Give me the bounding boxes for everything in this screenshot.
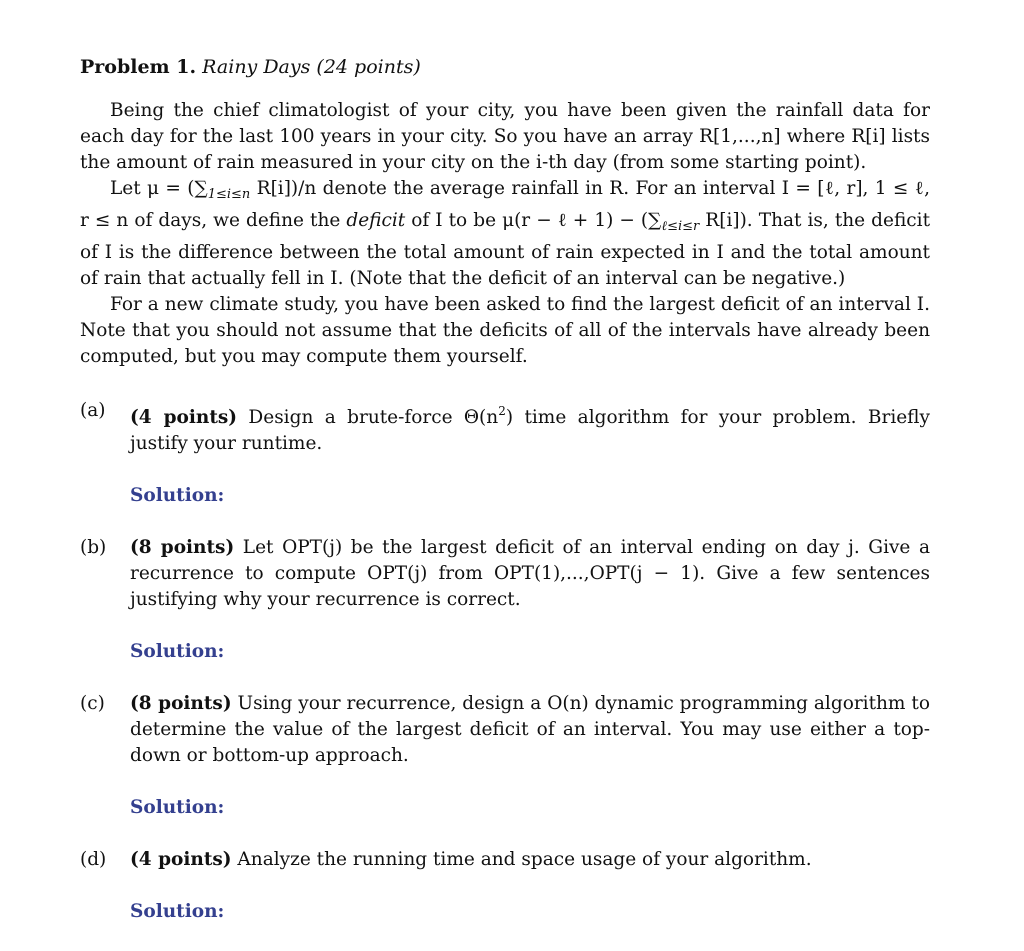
paragraph-task: For a new climate study, you have been asked to find the largest deficit of an interval I. Note that you should not assume that the deficits of all of the intervals have already been computed, but you may compute them yourself. — [80, 294, 930, 367]
paragraph-intro: Being the chief climatologist of your city, you have been given the rainfall data for each day for the last 100 years in your city. So you have an array R[1,...,n] where R[i] lists the amount of rain measured in your city on the i-th day (from some starting point). — [80, 100, 930, 173]
part-a-solution: Solution: — [130, 485, 225, 506]
part-c-text: Using your recurrence, design a O(n) dynamic programming algorithm to determine the value of the largest deficit of an interval. You may use either a top-down or bottom-up approach. — [130, 693, 930, 766]
part-c-label: (c) — [80, 693, 105, 714]
problem-parts — [80, 398, 930, 925]
part-b-text-b: (j) be the largest deficit of an interval ending on day j. Give a recurrence to compute — [130, 537, 930, 584]
part-a-points: (4 points) — [130, 407, 238, 428]
part-b-solution: Solution: — [130, 641, 225, 662]
p2-subscript-2: ℓ≤i≤r — [661, 219, 700, 234]
part-d-text: Analyze the running time and space usage of your algorithm. — [231, 849, 812, 870]
part-a-text-a: Design a brute-force Θ(n — [237, 407, 499, 428]
p2-subscript-1: 1≤i≤n — [207, 187, 251, 202]
part-b-opt-3: OPT — [493, 563, 534, 584]
problem-number: Problem 1. — [80, 56, 197, 78]
problem-title: Rainy Days (24 points) — [202, 56, 421, 78]
problem-heading — [80, 54, 930, 80]
document-page — [80, 54, 930, 951]
part-b — [80, 535, 930, 613]
paragraph-deficit-definition — [80, 176, 930, 292]
part-a — [80, 398, 930, 457]
part-b-text-c: (j) from — [407, 563, 494, 584]
part-b-opt-4: OPT — [589, 563, 630, 584]
p2-deficit-term: deficit — [346, 210, 406, 231]
part-a-text-b: ) time algorithm for your problem. Briefly justify your runtime. — [130, 407, 930, 454]
part-b-text-a: Let — [234, 537, 283, 558]
part-a-label: (a) — [80, 400, 106, 421]
part-c — [80, 691, 930, 769]
part-d-solution: Solution: — [130, 901, 225, 922]
part-b-opt-1: OPT — [282, 537, 323, 558]
part-d-points: (4 points) — [130, 849, 232, 870]
part-c-points: (8 points) — [130, 693, 232, 714]
part-b-text-e: (j − 1). Give a few sentences justifying why your recurrence is correct. — [130, 563, 930, 610]
part-b-points: (8 points) — [130, 537, 235, 558]
p2-part-d: R[i]). That is, the deficit of I is the difference between the total amount of rain expected in I and the total amount of rain that actually fell in I. (Note that the deficit of an interval can be negative.) — [80, 210, 931, 289]
part-b-text-d: (1),..., — [533, 563, 590, 584]
part-d-label: (d) — [80, 849, 107, 870]
part-a-superscript: 2 — [498, 404, 506, 418]
part-d — [80, 847, 930, 873]
part-b-label: (b) — [80, 537, 107, 558]
part-c-solution: Solution: — [130, 797, 225, 818]
p2-part-c: of I to be μ(r − ℓ + 1) − (∑ — [405, 210, 662, 231]
part-b-opt-2: OPT — [367, 563, 408, 584]
p2-part-a: Let μ = (∑ — [110, 178, 208, 199]
p2-part-b: R[i])/n denote the average rainfall in R. For an interval I = [ℓ, r], 1 ≤ ℓ, r ≤ n of days, we define the — [80, 178, 930, 231]
